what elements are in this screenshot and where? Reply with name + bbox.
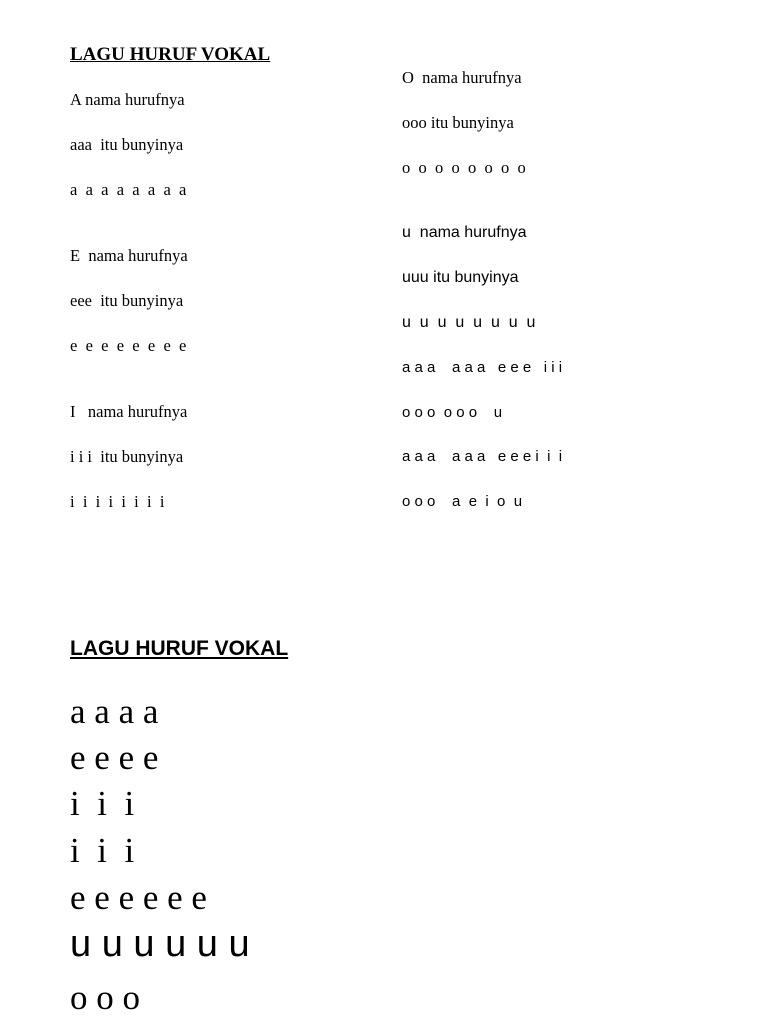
left-line-9: i i i i i i i i [70,492,165,511]
right-line-8: o o o o o o u [402,404,503,421]
song2-title: LAGU HURUF VOKAL [70,637,289,660]
right-line-9: a a a a a a e e e i i i [402,448,563,465]
right-line-3: o o o o o o o o [402,158,526,177]
song2-line-5: e e e e e e [70,878,207,917]
song2-line-6: u u u u u u [70,923,250,965]
song2-line-4: i i i [70,831,135,870]
song1-title: LAGU HURUF VOKAL [70,44,271,65]
left-line-6: e e e e e e e e [70,336,187,355]
song2-line-3: i i i [70,784,135,823]
right-line-7: a a a a a a e e e i i i [402,359,563,376]
song2-line-2: e e e e [70,738,159,777]
left-line-4: E nama hurufnya [70,246,188,265]
left-line-2: aaa itu bunyinya [70,135,184,154]
left-line-1: A nama hurufnya [70,90,185,109]
left-line-8: i i i itu bunyinya [70,447,184,466]
song2-line-1: a a a a [70,692,159,731]
right-line-2: ooo itu bunyinya [402,113,514,132]
right-line-10: o o o a e i o u [402,493,523,510]
right-line-6: u u u u u u u u [402,314,536,331]
song2-line-7: o o o [70,978,140,1017]
left-line-3: a a a a a a a a [70,180,187,199]
right-line-1: O nama hurufnya [402,68,522,87]
right-line-4: u nama hurufnya [402,224,527,241]
right-line-5: uuu itu bunyinya [402,269,519,286]
left-line-5: eee itu bunyinya [70,291,184,310]
left-line-7: I nama hurufnya [70,402,188,421]
